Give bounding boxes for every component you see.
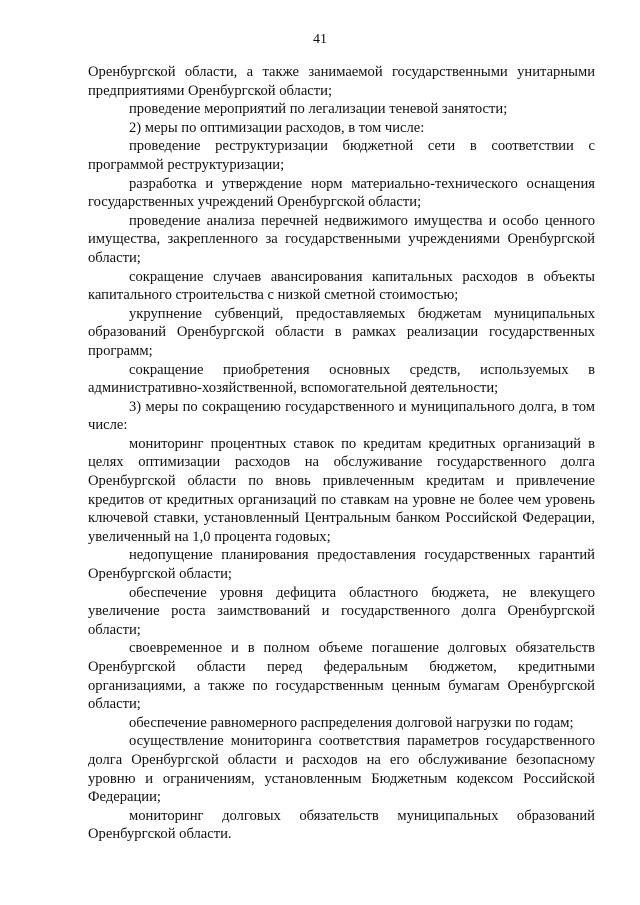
paragraph: осуществление мониторинга соответствия параметров государственного долга Оренбургской области и расходов на его обслуживание безопасному уровню и ограничениям, установленным Бюджетным кодексом Российской Федерации; xyxy=(88,733,595,806)
paragraph: сокращение случаев авансирования капитальных расходов в объекты капитального строительства с низкой сметной стоимостью; xyxy=(88,268,595,304)
paragraph: проведение анализа перечней недвижимого имущества и особо ценного имущества, закрепленного за государственными учреждениями Оренбургской области; xyxy=(88,212,595,266)
paragraph: мониторинг процентных ставок по кредитам кредитных организаций в целях оптимизации расходов на обслуживание государственного долга Оренбургской области по вновь привлеченным кредитам и привлечение кредитов от кредитных организаций по ставкам на уровне не более чем уровень ключевой ставки, установленный Центральным банком Российской Федерации, увеличенный на 1,0 процента годовых; xyxy=(88,435,595,545)
paragraph: обеспечение уровня дефицита областного бюджета, не влекущего увеличение роста заимствований и государственного долга Оренбургской области; xyxy=(88,584,595,638)
paragraph: недопущение планирования предоставления государственных гарантий Оренбургской области; xyxy=(88,547,595,583)
paragraph: разработка и утверждение норм материально-технического оснащения государственных учреждений Оренбургской области; xyxy=(88,175,595,211)
paragraph: обеспечение равномерного распределения долговой нагрузки по годам; xyxy=(129,714,574,731)
paragraph: проведение реструктуризации бюджетной сети в соответствии с программой реструктуризации; xyxy=(88,138,595,173)
paragraph: проведение мероприятий по легализации теневой занятости; xyxy=(129,101,508,118)
paragraph-continuation: Оренбургской области, а также занимаемой государственными унитарными предприятиями Оренбургской области; xyxy=(88,64,595,99)
paragraph: укрупнение субвенций, предоставляемых бюджетам муниципальных образований Оренбургской области в рамках реализации государственных программ; xyxy=(88,305,595,359)
body-text xyxy=(88,63,595,844)
page-number: 41 xyxy=(313,32,327,47)
paragraph: мониторинг долговых обязательств муниципальных образований Оренбургской области. xyxy=(88,807,595,843)
paragraph: своевременное и в полном объеме погашение долговых обязательств Оренбургской области перед федеральным бюджетом, кредитными организациями, а также по государственным ценным бумагам Оренбургской области; xyxy=(88,640,595,713)
paragraph: сокращение приобретения основных средств, используемых в административно-хозяйственной, вспомогательной деятельности; xyxy=(88,361,595,397)
paragraph: 3) меры по сокращению государственного и муниципального долга, в том числе: xyxy=(88,398,595,434)
paragraph: 2) меры по оптимизации расходов, в том числе: xyxy=(129,119,425,136)
